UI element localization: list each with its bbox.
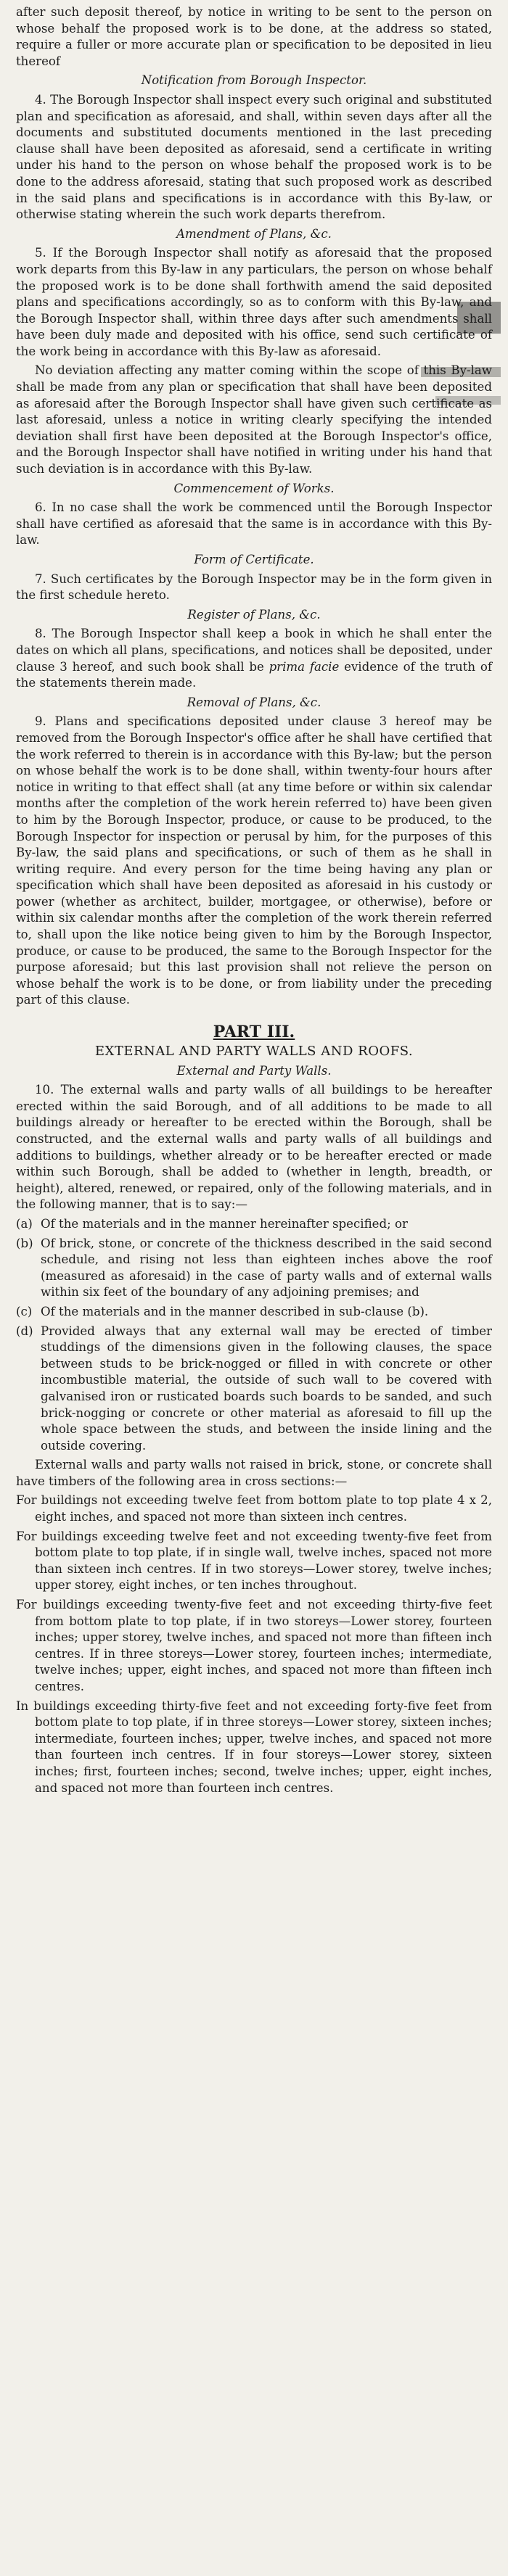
- part-heading: PART III.: [213, 1023, 295, 1042]
- paragraph-6: 6. In no case shall the work be commenced until the Borough Inspector shall have certified as aforesaid that the same is in accordance with this By-law.: [16, 500, 492, 548]
- paragraph-8-part-b: evidence of the truth of the statements therein made.: [16, 659, 493, 690]
- clause-item: [16, 1216, 492, 1233]
- clause-label: (a): [16, 1216, 33, 1231]
- part-title: EXTERNAL AND PARTY WALLS AND ROOFS.: [94, 1044, 414, 1060]
- paragraph-10-timbers: External walls and party walls not raised in brick, stone, or concrete shall have timbers of the following area in cross sections:—: [16, 1458, 492, 1488]
- paragraph-5-deviation: No deviation affecting any matter coming within the scope of this By-law shall be made from any plan or specification that shall have been deposited as aforesaid after the Borough Inspector shall have given such certificate as last aforesaid, unless a notice in writing clearly specifying the intended deviation shall first have been deposited at the Borough Inspector's office, and the Borough Inspector shall have notified in writing under his hand that such deviation is in accordance with this By-law.: [16, 363, 492, 476]
- paragraph-intro-tail: after such deposit thereof, by notice in writing to be sent to the person on whose behalf the proposed work is to be done, at the address so stated, require a fuller or more accurate plan or specification to be deposited in lieu thereof: [16, 5, 492, 68]
- framing-list: [16, 1493, 492, 1796]
- clause-label: (b): [16, 1236, 33, 1250]
- heading-notification: Notification from Borough Inspector.: [141, 73, 367, 88]
- paragraph-4: 4. The Borough Inspector shall inspect every such original and substituted plan and specification as aforesaid, and shall, within seven days after all the documents and substituted documents mentioned in the last preceding clause shall have been deposited as aforesaid, send a certificate in writing under his hand to the person on whose behalf the proposed work is to be done to the address aforesaid, stating that such proposed work as described in the said plans and specifications is in accordance with this By-law, or otherwise stating wherein the such work departs therefrom.: [16, 92, 492, 222]
- heading-register: Register of Plans, &c.: [187, 607, 321, 622]
- paragraph-5: 5. If the Borough Inspector shall notify as aforesaid that the proposed work departs from this By-law in any particulars, the person on whose behalf the proposed work is to be done shall forthwith amend the said deposited plans and specifications accordingly, so as to conform with this By-law, and the Borough Inspector shall, within three days after such amendments shall have been duly made and deposited with his office, send such certificate of the work being in accordance with this By-law as aforesaid.: [16, 246, 492, 358]
- heading-removal: Removal of Plans, &c.: [187, 695, 321, 709]
- heading-external-walls: External and Party Walls.: [176, 1063, 332, 1078]
- clause-label: (d): [16, 1324, 33, 1338]
- clause-item: [16, 1304, 492, 1321]
- clause-item: [16, 1324, 492, 1455]
- paragraph-8-emphasis: prima facie: [269, 659, 340, 674]
- paragraph-7: 7. Such certificates by the Borough Inspector may be in the form given in the first schedule hereto.: [16, 571, 492, 603]
- clause-text: Of brick, stone, or concrete of the thickness described in the said second schedule, and rising not less than eighteen inches above the roof (measured as aforesaid) in the case of party walls and of external walls within six feet of the boundary of any adjoining premises; and: [41, 1236, 492, 1300]
- paragraph-10: 10. The external walls and party walls of all buildings to be hereafter erected within the said Borough, and of all additions to be made to all buildings already or hereafter to be erected within the Borough, shall be constructed, and the external walls and party walls of all buildings and additions to buildings, whether already or to be hereafter erected or made within such Borough, shall be added to (whether in length, breadth, or height), altered, renewed, or repaired, only of the following materials, and in the following manner, that is to say:—: [16, 1083, 492, 1212]
- heading-form-of-certificate: Form of Certificate.: [194, 553, 314, 566]
- heading-commencement: Commencement of Works.: [173, 481, 335, 495]
- framing-item: For buildings exceeding twenty-five feet and not exceeding thirty-five feet from bottom plate to top plate, if in two storeys—Lower storey, fourteen inches; upper storey, twelve inches, and spaced not more than fifteen inch centres. If in three storeys—Lower storey, fourteen inches; intermediate, twelve inches; upper, eight inches, and spaced not more than fifteen inch centres.: [16, 1598, 492, 1693]
- heading-amendment: Amendment of Plans, &c.: [176, 226, 332, 241]
- clause-text: Provided always that any external wall may be erected of timber studdings of the dimensions given in the following clauses, the space between studs to be brick-nogged or filled in with concrete or other incombustible material, the outside of such wall to be covered with galvanised iron or rusticated boards such boards to be sanded, and such brick-nogging or concrete or other material as aforesaid to fill up the whole space between the studs, and between the inside lining and the outside covering.: [41, 1324, 492, 1453]
- clause-text: Of the materials and in the manner described in sub-clause (b).: [41, 1304, 429, 1318]
- paragraph-8-part-a: 8. The Borough Inspector shall keep a book in which he shall enter the dates on which all plans, specifications, and notices shall be deposited, under clause 3 hereof, and such book shall be: [16, 627, 492, 674]
- framing-item: For buildings not exceeding twelve feet from bottom plate to top plate 4 x 2, eight inches, and spaced not more than sixteen inch centres.: [16, 1493, 492, 1524]
- clause-text: Of the materials and in the manner hereinafter specified; or: [41, 1216, 408, 1231]
- paragraph-8: [16, 626, 492, 691]
- framing-item: For buildings exceeding twelve feet and not exceeding twenty-five feet from bottom plate to top plate, if in single wall, twelve inches, spaced not more than sixteen inch centres. If in two storeys—Lower storey, twelve inches; upper storey, eight inches, or ten inches throughout.: [16, 1529, 492, 1593]
- clause-label: (c): [16, 1304, 33, 1318]
- framing-item: In buildings exceeding thirty-five feet and not exceeding forty-five feet from bottom plate to top plate, if in three storeys—Lower storey, sixteen inches; intermediate, fourteen inches; upper, twelve inches, and spaced not more than fourteen inch centres. If in four storeys—Lower storey, sixteen inches; first, fourteen inches; second, twelve inches; upper, eight inches, and spaced not more than fourteen inch centres.: [16, 1698, 492, 1795]
- paragraph-9: 9. Plans and specifications deposited under clause 3 hereof may be removed from the Borough Inspector's office after he shall have certified that the work referred to therein is in accordance with this By-law; but the person on whose behalf the work is to be done shall, within twenty-four hours after notice in writing to that effect shall (at any time before or within six calendar months after the completion of the work herein referred to) have been given to him by the Borough Inspector, produce, or cause to be produced, to the Borough Inspector for inspection or perusal by him, for the purposes of this By-law, the said plans and specifications, or such of them as he shall in writing require. And every person for the time being having any plan or specification which shall have been deposited as aforesaid in his custody or power (whether as architect, builder, mortgagee, or otherwise), before or within six calendar months after the completion of the work therein referred to, shall upon the like notice being given to him by the Borough Inspector, produce, or cause to be produced, the same to the Borough Inspector for the purpose aforesaid; but this last provision shall not relieve the person on whose behalf the work is to be done, or from liability under the preceding part of this clause.: [16, 714, 492, 1007]
- clause-list: [16, 1216, 492, 1454]
- clause-item: [16, 1236, 492, 1301]
